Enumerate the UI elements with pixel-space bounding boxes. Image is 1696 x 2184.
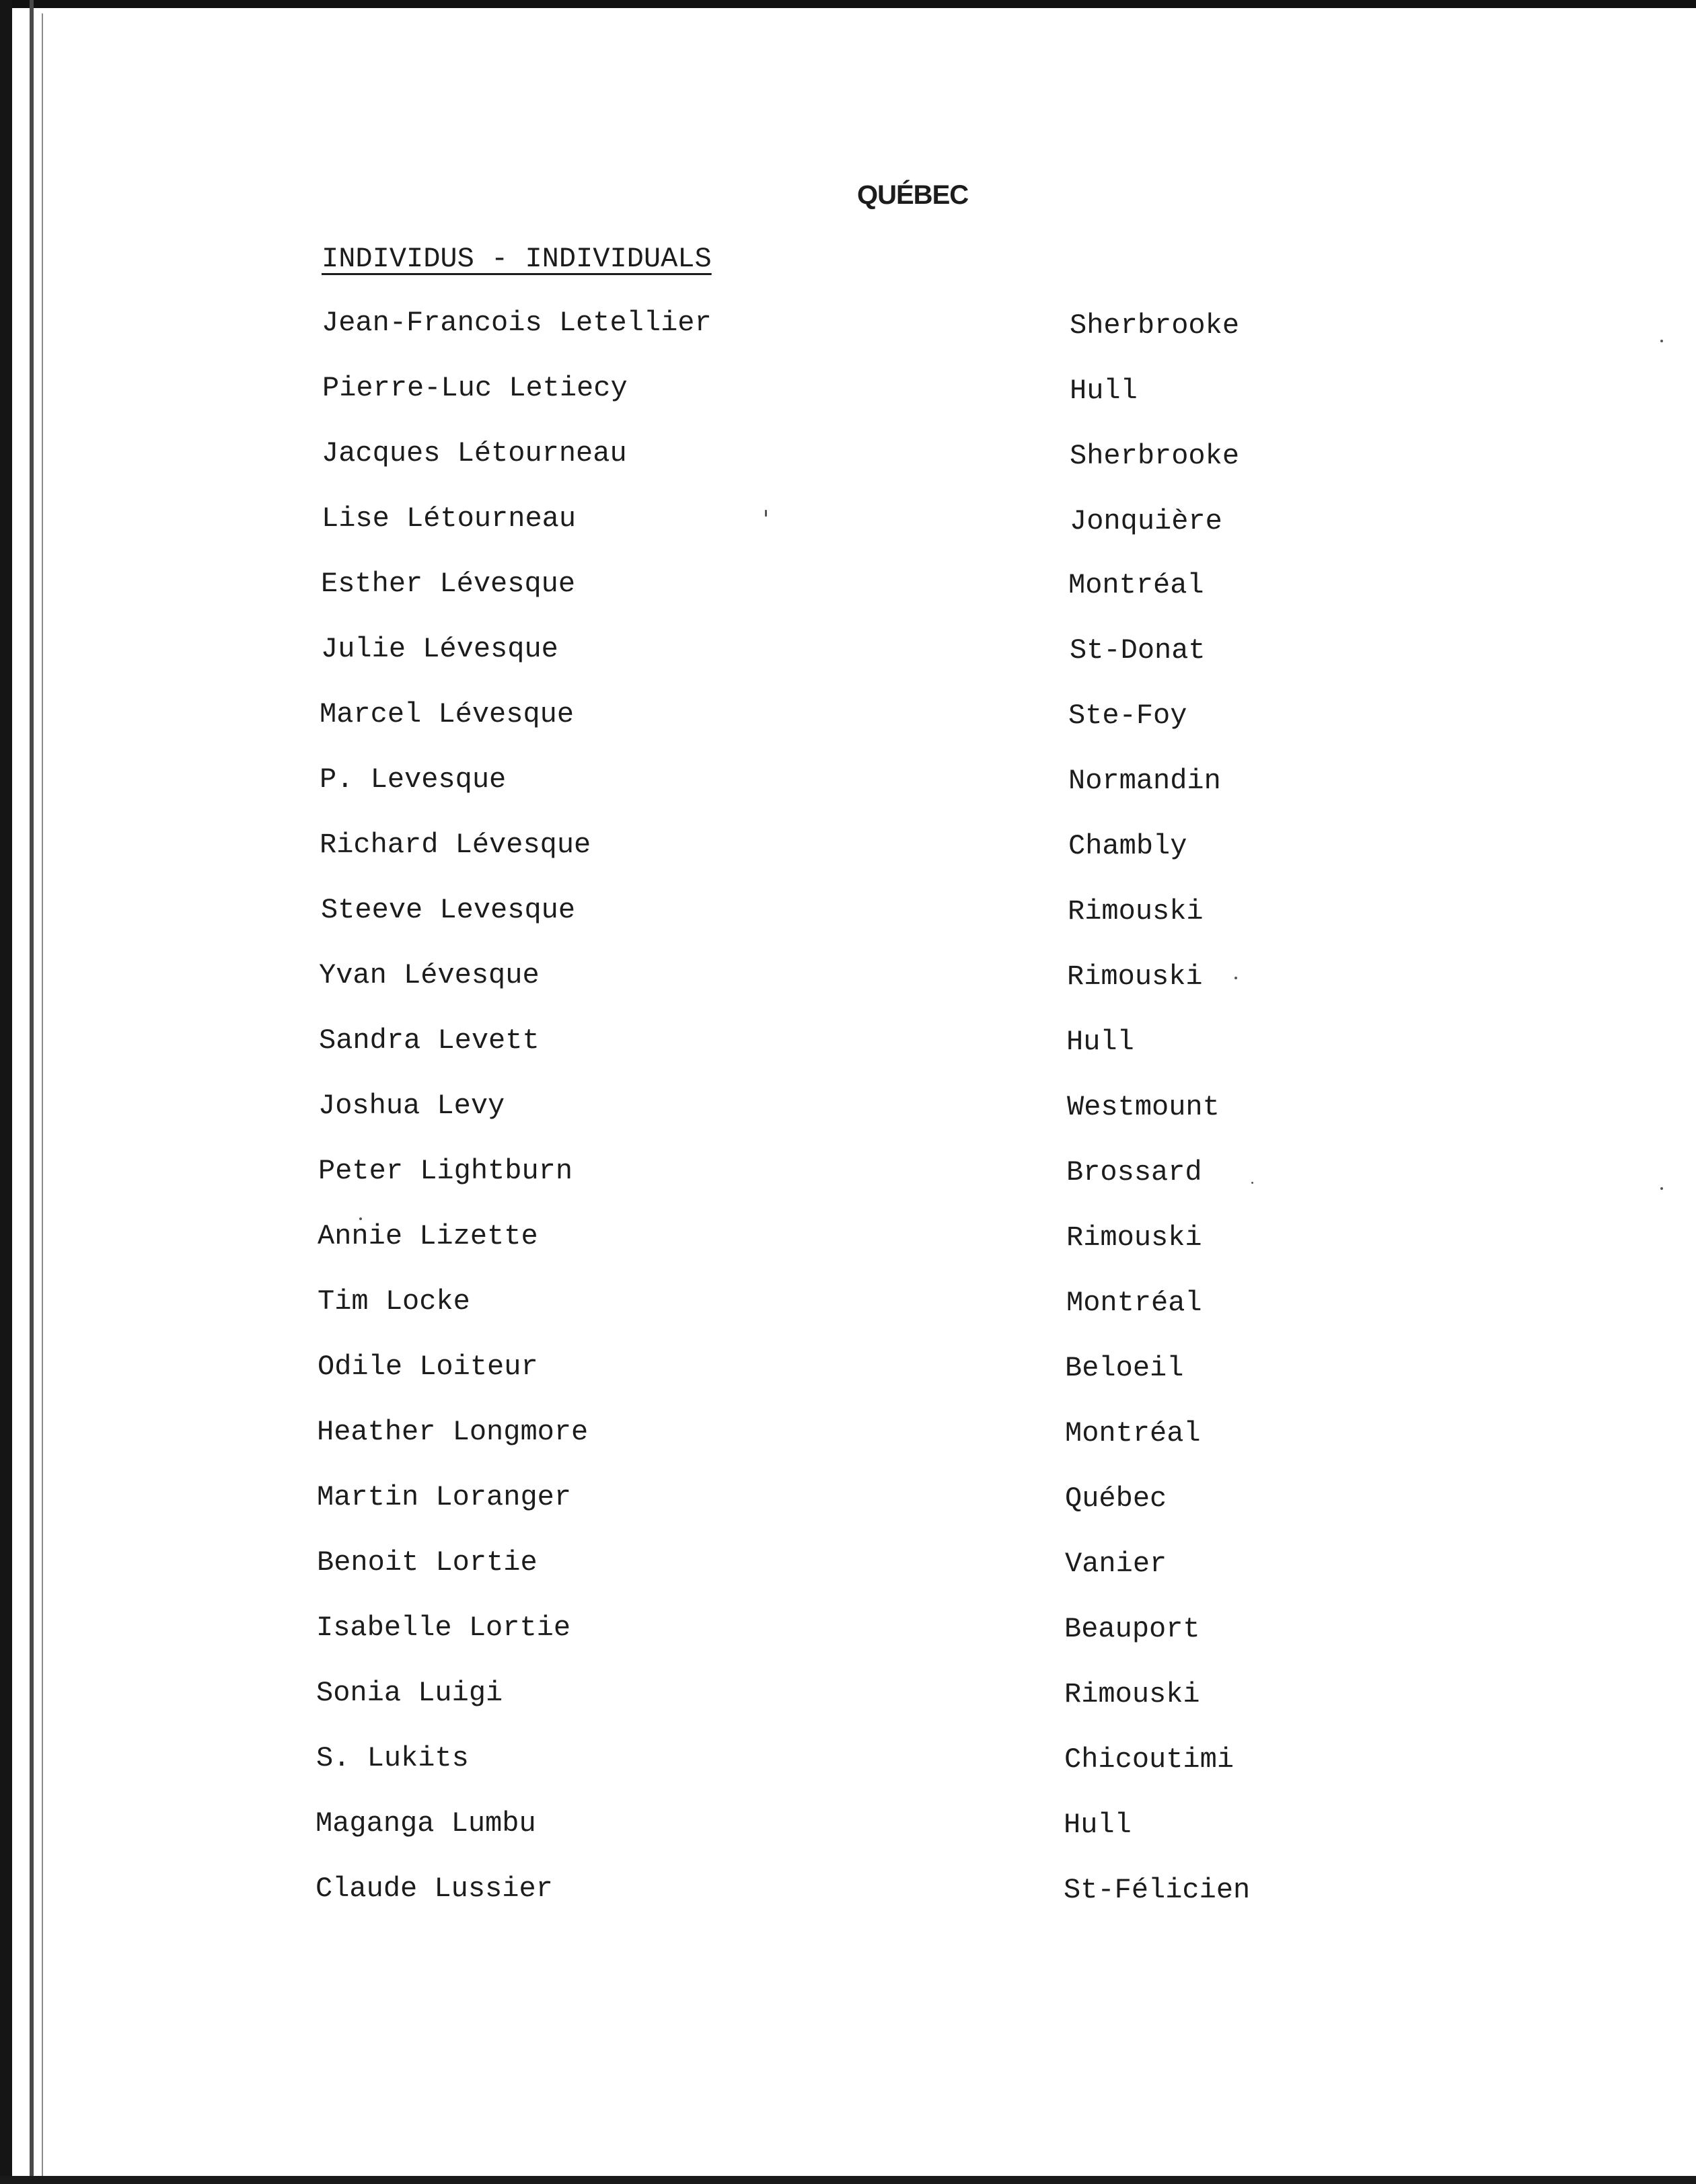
page-title: QUÉBEC xyxy=(857,180,969,210)
list-item xyxy=(0,1351,1696,1391)
list-item xyxy=(0,307,1696,347)
entry-name: Pierre-Luc Letiecy xyxy=(322,372,628,404)
list-item xyxy=(0,763,1696,804)
list-item xyxy=(0,437,1696,478)
entry-city: Rimouski xyxy=(1067,961,1203,993)
entry-city: Hull xyxy=(1070,375,1138,407)
list-item xyxy=(0,1612,1696,1652)
entry-name: Odile Loiteur xyxy=(318,1351,538,1383)
list-item xyxy=(0,1285,1696,1326)
entry-name: Jean-Francois Letellier xyxy=(322,307,712,339)
entry-city: St-Donat xyxy=(1070,634,1206,667)
scan-speck xyxy=(359,1217,362,1220)
list-item xyxy=(0,1024,1696,1065)
scan-speck xyxy=(1660,1187,1663,1190)
scan-speck xyxy=(1660,340,1663,342)
entry-name: Maganga Lumbu xyxy=(316,1807,536,1840)
list-item xyxy=(0,1546,1696,1587)
entry-name: Tim Locke xyxy=(318,1285,470,1318)
list-item xyxy=(0,502,1696,543)
entry-city: Beloeil xyxy=(1065,1352,1184,1384)
entry-name: Yvan Lévesque xyxy=(319,959,540,991)
entry-name: Richard Lévesque xyxy=(320,829,591,861)
entry-city: Montréal xyxy=(1065,1417,1201,1449)
entry-name: P. Levesque xyxy=(320,763,507,796)
entry-city: Westmount xyxy=(1067,1091,1220,1123)
entry-city: Vanier xyxy=(1065,1548,1167,1580)
entry-name: Esther Lévesque xyxy=(321,568,576,600)
entry-name: Julie Lévesque xyxy=(321,633,558,665)
entry-city: Jonquière xyxy=(1070,505,1222,537)
entry-city: Chicoutimi xyxy=(1064,1743,1234,1776)
entry-city: Montréal xyxy=(1066,1287,1202,1319)
entry-name: Peter Lightburn xyxy=(318,1155,573,1187)
entry-city: St-Félicien xyxy=(1064,1874,1251,1906)
list-item xyxy=(0,633,1696,673)
entry-name: Jacques Létourneau xyxy=(322,437,627,469)
list-item xyxy=(0,1677,1696,1717)
list-item xyxy=(0,1481,1696,1521)
list-item xyxy=(0,894,1696,934)
scan-speck xyxy=(1234,977,1237,979)
entry-name: Martin Loranger xyxy=(317,1481,572,1513)
entry-city: Brossard xyxy=(1066,1156,1202,1189)
entry-name: Steeve Levesque xyxy=(321,894,576,926)
entry-city: Sherbrooke xyxy=(1070,440,1240,472)
entry-city: Rimouski xyxy=(1068,895,1204,928)
entry-name: Heather Longmore xyxy=(317,1416,589,1448)
entry-city: Montréal xyxy=(1068,569,1204,601)
entry-name: Joshua Levy xyxy=(318,1090,505,1122)
entry-name: Claude Lussier xyxy=(316,1873,553,1905)
entry-city: Normandin xyxy=(1068,765,1221,797)
entry-name: Benoit Lortie xyxy=(317,1546,538,1579)
list-item xyxy=(0,1807,1696,1848)
entry-name: Marcel Lévesque xyxy=(320,698,575,730)
entry-name: Sandra Levett xyxy=(319,1024,540,1057)
entry-name: S. Lukits xyxy=(316,1742,469,1774)
entry-city: Hull xyxy=(1064,1809,1132,1841)
entry-name: Annie Lizette xyxy=(318,1220,538,1252)
entry-city: Chambly xyxy=(1068,830,1187,862)
list-item xyxy=(0,372,1696,412)
entry-city: Québec xyxy=(1065,1482,1167,1515)
entry-name: Sonia Luigi xyxy=(316,1677,503,1709)
list-item xyxy=(0,1873,1696,1913)
section-heading: INDIVIDUS - INDIVIDUALS xyxy=(322,243,712,275)
list-item xyxy=(0,1416,1696,1456)
list-item xyxy=(0,568,1696,608)
list-item xyxy=(0,1090,1696,1130)
list-item xyxy=(0,698,1696,739)
list-item xyxy=(0,1220,1696,1260)
list-item xyxy=(0,959,1696,1000)
scan-speck xyxy=(765,510,767,517)
entry-city: Rimouski xyxy=(1064,1678,1200,1710)
entry-name: Lise Létourneau xyxy=(322,502,577,535)
entry-city: Sherbrooke xyxy=(1070,309,1240,342)
entry-city: Rimouski xyxy=(1066,1221,1202,1254)
entry-name: Isabelle Lortie xyxy=(316,1612,571,1644)
list-item xyxy=(0,1155,1696,1195)
list-item xyxy=(0,1742,1696,1782)
entry-city: Hull xyxy=(1066,1026,1134,1058)
list-item xyxy=(0,829,1696,869)
entry-city: Ste-Foy xyxy=(1068,700,1187,732)
entry-city: Beauport xyxy=(1064,1613,1200,1645)
scan-speck xyxy=(1251,1182,1253,1184)
